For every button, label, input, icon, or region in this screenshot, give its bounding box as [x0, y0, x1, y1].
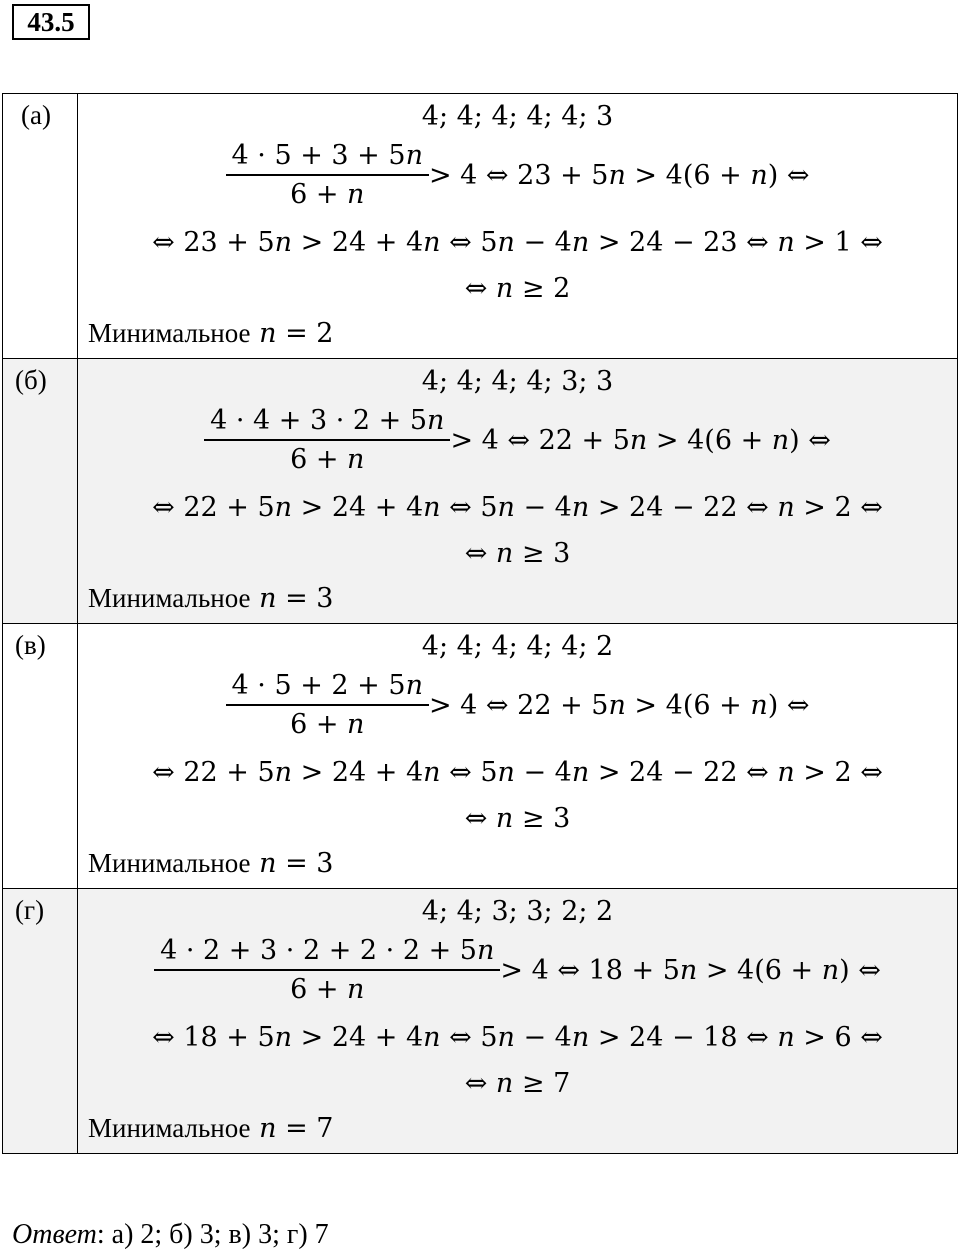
- fraction: [154, 933, 500, 1009]
- row-solution-cell: [78, 624, 958, 889]
- solution-row: [3, 624, 958, 889]
- result-line: ⇔ 𝑛 ≥ 3: [464, 803, 571, 834]
- solution-row: [3, 889, 958, 1154]
- minimum-value: 𝑛 = 7: [259, 1113, 334, 1144]
- solution-row: [3, 94, 958, 359]
- row-label: (б): [15, 365, 47, 395]
- minimum-line: [88, 316, 333, 351]
- fraction-denominator: 6 + 𝑛: [290, 974, 365, 1005]
- minimum-value: 𝑛 = 3: [259, 848, 334, 879]
- equivalence-line: ⇔ 18 + 5𝑛 > 24 + 4𝑛 ⇔ 5𝑛 − 4𝑛 > 24 − 18 ⇔ 𝑛 > 6 ⇔: [152, 1022, 883, 1053]
- inequality-rest: > 4 ⇔ 22 + 5𝑛 > 4(6 + 𝑛) ⇔: [450, 425, 831, 456]
- minimum-word: Минимальное: [88, 583, 251, 613]
- equivalence-line: ⇔ 23 + 5𝑛 > 24 + 4𝑛 ⇔ 5𝑛 − 4𝑛 > 24 − 23 ⇔ 𝑛 > 1 ⇔: [152, 227, 883, 258]
- inequality-line: [78, 138, 957, 214]
- answer-line: [12, 1218, 329, 1252]
- row-label: (г): [15, 895, 45, 925]
- result-line: ⇔ 𝑛 ≥ 2: [464, 273, 571, 304]
- minimum-word: Минимальное: [88, 318, 251, 348]
- equivalence-line: ⇔ 22 + 5𝑛 > 24 + 4𝑛 ⇔ 5𝑛 − 4𝑛 > 24 − 22 ⇔ 𝑛 > 2 ⇔: [152, 757, 883, 788]
- answer-text: : а) 2; б) 3; в) 3; г) 7: [96, 1219, 329, 1250]
- minimum-value: 𝑛 = 3: [259, 583, 334, 614]
- minimum-line: [88, 1111, 333, 1146]
- row-solution-cell: [78, 889, 958, 1154]
- solution-table: [2, 93, 958, 1154]
- fraction-denominator: 6 + 𝑛: [290, 709, 365, 740]
- row-label-cell: [3, 889, 78, 1154]
- answer-label: Ответ: [12, 1219, 97, 1250]
- minimum-word: Минимальное: [88, 848, 251, 878]
- fraction: [226, 138, 429, 214]
- row-label-cell: [3, 94, 78, 359]
- solution-row: [3, 359, 958, 624]
- inequality-rest: > 4 ⇔ 23 + 5𝑛 > 4(6 + 𝑛) ⇔: [428, 160, 810, 191]
- equivalence-line: ⇔ 22 + 5𝑛 > 24 + 4𝑛 ⇔ 5𝑛 − 4𝑛 > 24 − 22 ⇔ 𝑛 > 2 ⇔: [152, 492, 883, 523]
- row-label: (в): [15, 630, 46, 660]
- inequality-line: [78, 933, 957, 1009]
- row-label: (а): [21, 100, 51, 130]
- row-solution-cell: [78, 359, 958, 624]
- fraction-denominator: 6 + 𝑛: [290, 179, 365, 210]
- minimum-word: Минимальное: [88, 1113, 251, 1143]
- row-solution-cell: [78, 94, 958, 359]
- inequality-rest: > 4 ⇔ 22 + 5𝑛 > 4(6 + 𝑛) ⇔: [428, 690, 810, 721]
- row-label-cell: [3, 359, 78, 624]
- row-label-cell: [3, 624, 78, 889]
- fraction-numerator: 4 · 2 + 3 · 2 + 2 · 2 + 5𝑛: [154, 933, 500, 971]
- fraction-denominator: 6 + 𝑛: [290, 444, 365, 475]
- problem-number: 43.5: [12, 4, 90, 40]
- scores-line: 4; 4; 4; 4; 4; 2: [421, 631, 614, 662]
- fraction: [226, 668, 429, 744]
- fraction-numerator: 4 · 5 + 2 + 5𝑛: [226, 668, 429, 706]
- fraction-numerator: 4 · 4 + 3 · 2 + 5𝑛: [204, 403, 450, 441]
- fraction: [204, 403, 450, 479]
- minimum-value: 𝑛 = 2: [259, 318, 334, 349]
- scores-line: 4; 4; 4; 4; 3; 3: [421, 366, 614, 397]
- minimum-line: [88, 846, 333, 881]
- inequality-line: [78, 668, 957, 744]
- inequality-line: [78, 403, 957, 479]
- scores-line: 4; 4; 4; 4; 4; 3: [421, 101, 614, 132]
- inequality-rest: > 4 ⇔ 18 + 5𝑛 > 4(6 + 𝑛) ⇔: [500, 955, 881, 986]
- fraction-numerator: 4 · 5 + 3 + 5𝑛: [226, 138, 429, 176]
- result-line: ⇔ 𝑛 ≥ 7: [464, 1068, 571, 1099]
- result-line: ⇔ 𝑛 ≥ 3: [464, 538, 571, 569]
- minimum-line: [88, 581, 333, 616]
- scores-line: 4; 4; 3; 3; 2; 2: [421, 896, 614, 927]
